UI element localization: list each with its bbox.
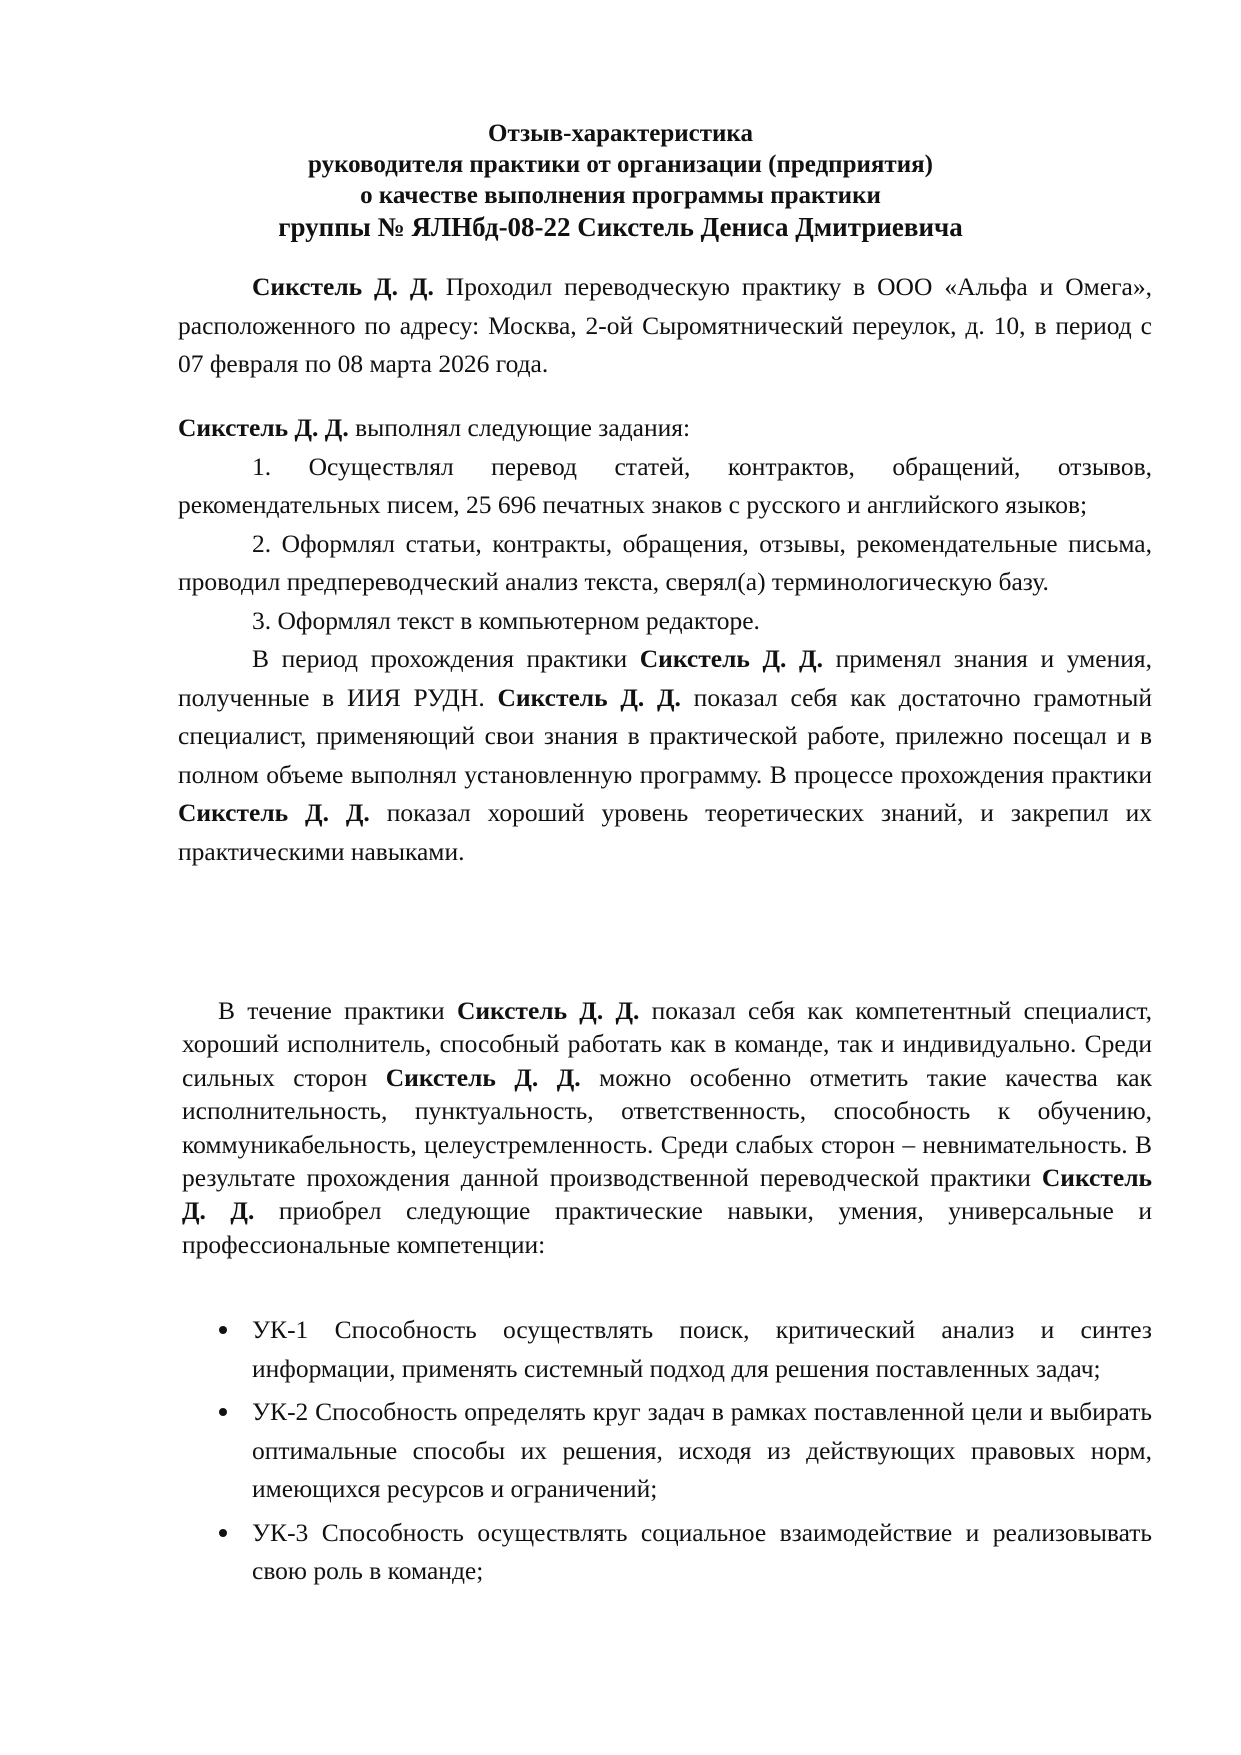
- student-name: Сикстель Д. Д.: [456, 996, 640, 1025]
- competency-text: УК-1 Способность осуществлять поиск, критический анализ и синтез информации, применять системный подход для решения поставленных задач;: [252, 1315, 1152, 1383]
- student-name: Сикстель Д. Д.: [385, 1062, 581, 1092]
- assessment-text-1: В течение практики: [218, 996, 457, 1025]
- assessment-text-3: можно особенно отметить такие качества как исполнительность, пунктуальность, ответственность, способность к обучению, коммуникабельность, целеустремленность. Среди слабых сторон – невнимательность. В результате прохождения данной производственной переводческой практики: [182, 1062, 1152, 1193]
- intro-text: Проходил переводческую практику в ООО «Альфа и Омега», расположенного по адресу: Москва, 2-ой Сыромятнический переулок, д. 10, в период с 07 февраля по 08 марта 2026 года.: [178, 272, 1152, 378]
- student-name: Сикстель Д. Д.: [178, 798, 370, 827]
- student-name: Сикстель Д. Д.: [178, 413, 349, 442]
- assessment-text-4: приобрел следующие практические навыки, умения, универсальные и профессиональные компетенции:: [182, 1196, 1152, 1259]
- student-name: Сикстель Д. Д.: [252, 272, 434, 301]
- summary-text-1: В период прохождения практики: [252, 644, 640, 673]
- competency-text: УК-2 Способность определять круг задач в рамках поставленной цели и выбирать оптимальные способы их решения, исходя из действующих правовых норм, имеющихся ресурсов и ограничений;: [252, 1397, 1152, 1503]
- task-item-1: 1. Осуществлял перевод статей, контрактов, обращений, отзывов, рекомендательных писем, 25 696 печатных знаков с русского и английского языков;: [178, 451, 1152, 519]
- document-title: [0, 118, 1241, 244]
- task-item-2: 2. Оформлял статьи, контракты, обращения, отзывы, рекомендательные письма, проводил предпереводческий анализ текста, сверял(а) терминологическую базу.: [178, 528, 1152, 596]
- student-name: Сикстель Д. Д.: [497, 682, 681, 712]
- student-name: Сикстель Д. Д.: [182, 1163, 1152, 1226]
- bullet-icon: [219, 1529, 227, 1537]
- assessment-text-2: показал себя как компетентный специалист, хороший исполнитель, способный работать как в команде, так и индивидуально. Среди сильных сторон: [182, 996, 1152, 1092]
- summary-text-4: показал хороший уровень теоретических знаний, и закрепил их практическими навыками.: [178, 798, 1152, 866]
- competency-item: [178, 1393, 1152, 1509]
- competency-item: [178, 1311, 1152, 1388]
- task-item-3: 3. Оформлял текст в компьютерном редакторе.: [252, 605, 760, 635]
- title-line-3: о качестве выполнения программы практики: [360, 182, 881, 209]
- title-line-2: руководителя практики от организации (предприятия): [308, 151, 933, 178]
- assessment-paragraph: [182, 994, 1152, 1261]
- tasks-section: [178, 409, 1152, 871]
- student-name: Сикстель Д. Д.: [639, 644, 823, 673]
- bullet-icon: [219, 1408, 227, 1416]
- title-line-4: группы № ЯЛНбд-08-22 Сикстель Дениса Дмитриевича: [278, 212, 963, 242]
- summary-text-2: применял знания и умения, полученные в ИИЯ РУДН.: [178, 644, 1152, 712]
- competency-text: УК-3 Способность осуществлять социальное взаимодействие и реализовывать свою роль в команде;: [252, 1517, 1152, 1585]
- intro-paragraph: [178, 268, 1152, 384]
- competencies-list: [178, 1311, 1152, 1596]
- practice-summary-paragraph: [178, 640, 1152, 871]
- tasks-lead: выполнял следующие задания:: [348, 413, 691, 442]
- summary-text-3: показал себя как достаточно грамотный специалист, применяющий свои знания в практической работе, прилежно посещал и в полном объеме выполнял установленную программу. В процессе прохождения практики: [178, 682, 1152, 789]
- title-line-1: Отзыв-характеристика: [488, 120, 753, 147]
- competency-item: [178, 1514, 1152, 1591]
- bullet-icon: [219, 1326, 227, 1334]
